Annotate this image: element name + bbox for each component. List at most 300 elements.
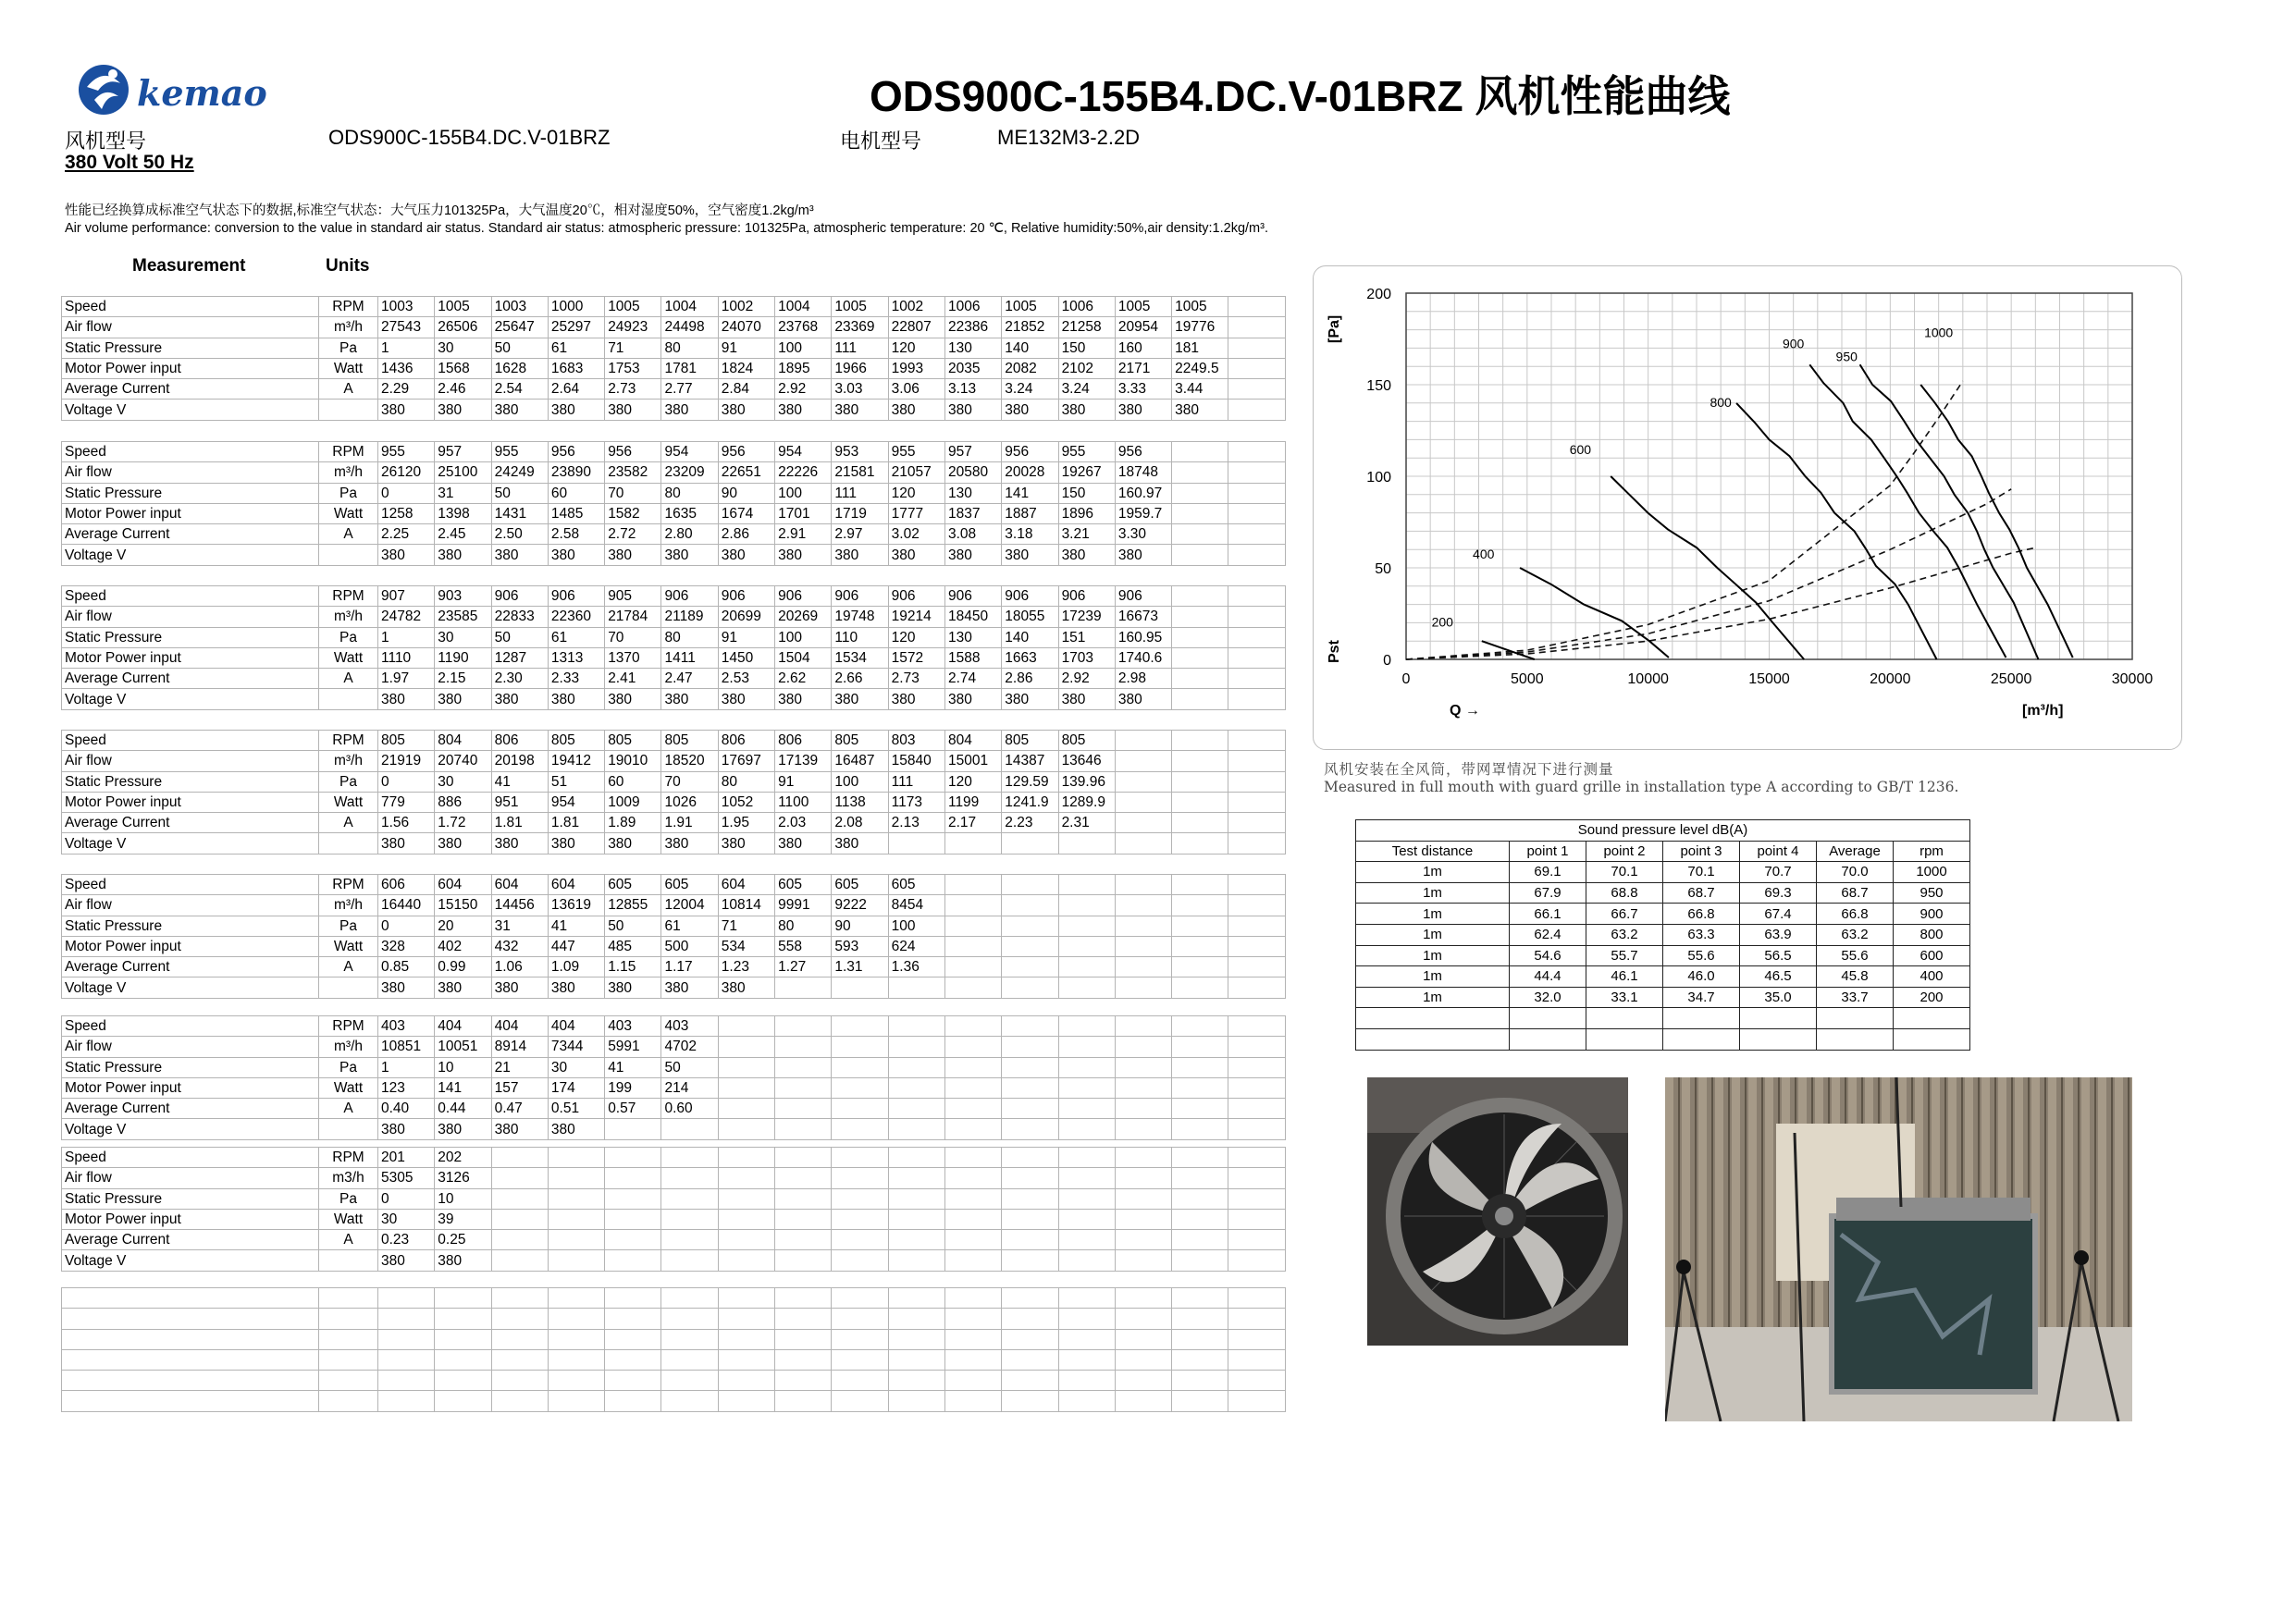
table-row <box>62 297 1286 317</box>
value-cell: 3126 <box>435 1168 491 1188</box>
empty-cell <box>435 1309 491 1329</box>
table-row <box>62 524 1286 545</box>
empty-cell <box>548 1371 604 1391</box>
row-label: Speed <box>62 731 319 751</box>
empty-cell <box>1115 1288 1171 1309</box>
value-cell <box>1058 1230 1115 1250</box>
row-label: Voltage V <box>62 977 319 998</box>
value-cell: 805 <box>605 731 661 751</box>
sound-value-cell: 46.0 <box>1663 966 1740 988</box>
value-cell: 20269 <box>775 607 832 627</box>
value-cell <box>1172 442 1228 462</box>
table-row <box>1356 1008 1970 1029</box>
unit-cell: Pa <box>319 627 378 647</box>
value-cell <box>1228 669 1285 689</box>
value-cell: 1110 <box>378 647 435 668</box>
value-cell <box>1115 1077 1171 1098</box>
value-cell: 39 <box>435 1209 491 1229</box>
value-cell <box>661 1119 718 1139</box>
unit-cell <box>319 1119 378 1139</box>
value-cell: 30 <box>435 627 491 647</box>
empty-cell <box>944 1309 1001 1329</box>
value-cell: 19267 <box>1058 462 1115 483</box>
empty-cell <box>888 1309 944 1329</box>
value-cell: 1289.9 <box>1058 792 1115 812</box>
value-cell: 380 <box>661 545 718 565</box>
table-row <box>62 731 1286 751</box>
value-cell: 22833 <box>491 607 548 627</box>
value-cell <box>888 1099 944 1119</box>
value-cell: 380 <box>718 400 774 420</box>
value-cell <box>1058 936 1115 956</box>
value-cell: 806 <box>491 731 548 751</box>
empty-cell <box>832 1288 888 1309</box>
value-cell: 61 <box>548 627 604 647</box>
table-row <box>1356 945 1970 966</box>
value-cell <box>888 1119 944 1139</box>
value-cell <box>1002 977 1058 998</box>
empty-cell <box>548 1309 604 1329</box>
empty-cell <box>832 1309 888 1329</box>
value-cell: 14456 <box>491 895 548 916</box>
unit-cell: A <box>319 524 378 545</box>
value-cell <box>491 1209 548 1229</box>
sound-value-cell: 46.5 <box>1740 966 1817 988</box>
sound-value-cell: 56.5 <box>1740 945 1817 966</box>
value-cell: 22360 <box>548 607 604 627</box>
value-cell <box>775 1230 832 1250</box>
sound-value-cell: 67.9 <box>1510 882 1586 904</box>
value-cell: 907 <box>378 586 435 607</box>
value-cell: 1436 <box>378 358 435 378</box>
value-cell: 10814 <box>718 895 774 916</box>
value-cell: 1683 <box>548 358 604 378</box>
row-label: Speed <box>62 442 319 462</box>
value-cell: 120 <box>888 338 944 358</box>
value-cell: 1635 <box>661 503 718 523</box>
value-cell <box>1228 1037 1285 1057</box>
value-cell: 80 <box>661 627 718 647</box>
empty-cell <box>775 1329 832 1349</box>
value-cell <box>1002 1099 1058 1119</box>
unit-cell: Watt <box>319 1209 378 1229</box>
performance-table-6 <box>61 1015 1286 1140</box>
value-cell <box>1172 1209 1228 1229</box>
value-cell <box>775 1250 832 1271</box>
value-cell: 604 <box>718 875 774 895</box>
value-cell: 380 <box>718 545 774 565</box>
value-cell: 130 <box>944 627 1001 647</box>
empty-cell <box>491 1329 548 1349</box>
unit-cell: A <box>319 1099 378 1119</box>
value-cell: 380 <box>435 400 491 420</box>
value-cell: 1966 <box>832 358 888 378</box>
unit-cell: Watt <box>319 358 378 378</box>
x-tick-label: 15000 <box>1748 671 1790 687</box>
value-cell <box>1228 916 1285 936</box>
value-cell: 2.30 <box>491 669 548 689</box>
value-cell <box>1002 1209 1058 1229</box>
value-cell: 954 <box>661 442 718 462</box>
value-cell <box>1172 1250 1228 1271</box>
value-cell: 3.33 <box>1115 379 1171 400</box>
x-tick-label: 20000 <box>1870 671 1911 687</box>
value-cell: 181 <box>1172 338 1228 358</box>
value-cell <box>718 1057 774 1077</box>
value-cell: 955 <box>1058 442 1115 462</box>
unit-cell: A <box>319 379 378 400</box>
value-cell: 380 <box>605 977 661 998</box>
row-label: Air flow <box>62 317 319 338</box>
table-row <box>62 1250 1286 1271</box>
row-label: Voltage V <box>62 1250 319 1271</box>
value-cell: 380 <box>1058 689 1115 709</box>
value-cell <box>1228 338 1285 358</box>
value-cell: 380 <box>491 689 548 709</box>
empty-cell <box>1115 1371 1171 1391</box>
empty-cell <box>944 1391 1001 1411</box>
value-cell: 24923 <box>605 317 661 338</box>
value-cell: 906 <box>661 586 718 607</box>
value-cell: 31 <box>491 916 548 936</box>
value-cell: 123 <box>378 1077 435 1098</box>
value-cell: 1504 <box>775 647 832 668</box>
value-cell: 1.15 <box>605 957 661 977</box>
value-cell <box>718 1077 774 1098</box>
value-cell: 1004 <box>775 297 832 317</box>
value-cell <box>1115 771 1171 792</box>
value-cell: 1588 <box>944 647 1001 668</box>
value-cell: 380 <box>1002 545 1058 565</box>
performance-table-1 <box>61 296 1286 421</box>
value-cell: 160.95 <box>1115 627 1171 647</box>
value-cell <box>1058 1148 1115 1168</box>
empty-cell <box>888 1288 944 1309</box>
value-cell: 61 <box>548 338 604 358</box>
value-cell: 22651 <box>718 462 774 483</box>
value-cell: 380 <box>378 1119 435 1139</box>
empty-cell <box>605 1288 661 1309</box>
value-cell <box>944 1188 1001 1209</box>
value-cell <box>1058 1119 1115 1139</box>
table-row <box>62 1209 1286 1229</box>
value-cell: 120 <box>888 483 944 503</box>
units-header: Units <box>326 256 370 276</box>
value-cell <box>548 1209 604 1229</box>
value-cell: 2.86 <box>718 524 774 545</box>
row-label: Static Pressure <box>62 483 319 503</box>
table-row <box>62 545 1286 565</box>
value-cell: 1052 <box>718 792 774 812</box>
sound-value-cell: 600 <box>1894 945 1970 966</box>
sound-value-cell: 66.8 <box>1663 904 1740 925</box>
row-label: Motor Power input <box>62 647 319 668</box>
unit-cell: RPM <box>319 1148 378 1168</box>
value-cell: 1.91 <box>661 813 718 833</box>
value-cell: 1003 <box>378 297 435 317</box>
value-cell: 14387 <box>1002 751 1058 771</box>
value-cell <box>888 1250 944 1271</box>
value-cell: 380 <box>1115 400 1171 420</box>
value-cell <box>1002 1168 1058 1188</box>
value-cell <box>1172 1230 1228 1250</box>
value-cell: 0.44 <box>435 1099 491 1119</box>
sound-value-cell: 68.7 <box>1817 882 1894 904</box>
value-cell <box>1058 1250 1115 1271</box>
empty-cell <box>62 1329 319 1349</box>
value-cell: 1.23 <box>718 957 774 977</box>
value-cell: 380 <box>435 833 491 854</box>
empty-cell <box>944 1329 1001 1349</box>
value-cell: 953 <box>832 442 888 462</box>
value-cell: 0 <box>378 1188 435 1209</box>
value-cell <box>775 1037 832 1057</box>
value-cell: 120 <box>944 771 1001 792</box>
value-cell: 3.30 <box>1115 524 1171 545</box>
value-cell <box>944 1209 1001 1229</box>
value-cell <box>491 1188 548 1209</box>
row-label: Average Current <box>62 957 319 977</box>
value-cell: 0.85 <box>378 957 435 977</box>
unit-cell <box>319 400 378 420</box>
value-cell: 22386 <box>944 317 1001 338</box>
value-cell: 2.66 <box>832 669 888 689</box>
value-cell: 91 <box>775 771 832 792</box>
unit-cell: Watt <box>319 503 378 523</box>
empty-cell <box>1228 1371 1285 1391</box>
x-tick-label: 0 <box>1401 671 1411 687</box>
value-cell: 199 <box>605 1077 661 1098</box>
value-cell: 380 <box>944 545 1001 565</box>
value-cell <box>1172 647 1228 668</box>
value-cell: 906 <box>888 586 944 607</box>
value-cell: 380 <box>888 400 944 420</box>
value-cell: 23369 <box>832 317 888 338</box>
value-cell: 605 <box>605 875 661 895</box>
standard-air-note-en: Air volume performance: conversion to the value in standard air status. Standard air status: atmospheric pressure: 101325Pa, atmospheric temperature: 20 ℃, Relative humidity:50%,air density:1.2kg/m³. <box>65 221 1268 236</box>
value-cell <box>491 1148 548 1168</box>
value-cell <box>1115 1188 1171 1209</box>
value-cell: 70 <box>605 627 661 647</box>
value-cell <box>775 1099 832 1119</box>
value-cell: 150 <box>1058 338 1115 358</box>
unit-cell: RPM <box>319 1016 378 1037</box>
value-cell: 0 <box>378 916 435 936</box>
value-cell: 60 <box>548 483 604 503</box>
empty-cell <box>1058 1309 1115 1329</box>
value-cell: 3.03 <box>832 379 888 400</box>
value-cell: 140 <box>1002 338 1058 358</box>
value-cell: 160.97 <box>1115 483 1171 503</box>
value-cell: 21919 <box>378 751 435 771</box>
value-cell: 1313 <box>548 647 604 668</box>
performance-table-3 <box>61 585 1286 710</box>
empty-cell <box>319 1391 378 1411</box>
value-cell <box>491 1250 548 1271</box>
value-cell: 380 <box>378 400 435 420</box>
value-cell: 129.59 <box>1002 771 1058 792</box>
value-cell: 80 <box>718 771 774 792</box>
value-cell <box>718 1119 774 1139</box>
empty-cell <box>319 1371 378 1391</box>
value-cell: 957 <box>944 442 1001 462</box>
table-row <box>62 1016 1286 1037</box>
value-cell: 8454 <box>888 895 944 916</box>
table-row <box>62 895 1286 916</box>
value-cell: 50 <box>605 916 661 936</box>
value-cell <box>548 1250 604 1271</box>
sound-value-cell: 70.7 <box>1740 862 1817 883</box>
value-cell <box>888 1148 944 1168</box>
value-cell <box>1115 731 1171 751</box>
unit-cell: Pa <box>319 916 378 936</box>
table-row <box>62 1099 1286 1119</box>
value-cell: 805 <box>661 731 718 751</box>
empty-cell <box>491 1391 548 1411</box>
empty-cell <box>319 1288 378 1309</box>
row-label: Air flow <box>62 895 319 916</box>
unit-cell: RPM <box>319 875 378 895</box>
value-cell: 2.13 <box>888 813 944 833</box>
value-cell: 2.03 <box>775 813 832 833</box>
sound-value-cell: 70.1 <box>1663 862 1740 883</box>
value-cell <box>605 1119 661 1139</box>
value-cell <box>1172 833 1228 854</box>
value-cell: 1005 <box>832 297 888 317</box>
value-cell <box>1228 1209 1285 1229</box>
unit-cell: m³/h <box>319 462 378 483</box>
value-cell: 380 <box>1002 689 1058 709</box>
value-cell: 2.53 <box>718 669 774 689</box>
value-cell <box>1002 1188 1058 1209</box>
sound-header-cell: point 4 <box>1740 841 1817 862</box>
empty-cell <box>1740 1028 1817 1050</box>
value-cell: 18520 <box>661 751 718 771</box>
y-tick-label: 100 <box>1366 470 1391 486</box>
value-cell: 805 <box>378 731 435 751</box>
performance-table-2 <box>61 441 1286 566</box>
table-row <box>1356 987 1970 1008</box>
value-cell <box>1002 1250 1058 1271</box>
value-cell: 2.45 <box>435 524 491 545</box>
value-cell <box>1228 1119 1285 1139</box>
value-cell: 18450 <box>944 607 1001 627</box>
value-cell <box>1115 813 1171 833</box>
value-cell: 9991 <box>775 895 832 916</box>
value-cell: 2.86 <box>1002 669 1058 689</box>
table-row <box>62 1168 1286 1188</box>
empty-cell <box>378 1288 435 1309</box>
value-cell: 41 <box>605 1057 661 1077</box>
x-tick-label: 10000 <box>1627 671 1669 687</box>
value-cell <box>944 1057 1001 1077</box>
value-cell: 380 <box>605 400 661 420</box>
value-cell: 20 <box>435 916 491 936</box>
value-cell: 402 <box>435 936 491 956</box>
value-cell <box>1115 1209 1171 1229</box>
value-cell <box>605 1188 661 1209</box>
sound-value-cell: 68.8 <box>1586 882 1663 904</box>
empty-cell <box>944 1288 1001 1309</box>
value-cell: 380 <box>775 833 832 854</box>
value-cell <box>944 1037 1001 1057</box>
value-cell: 1003 <box>491 297 548 317</box>
value-cell: 71 <box>605 338 661 358</box>
value-cell: 1450 <box>718 647 774 668</box>
value-cell <box>1172 483 1228 503</box>
value-cell: 804 <box>944 731 1001 751</box>
table-row <box>62 647 1286 668</box>
unit-cell: RPM <box>319 297 378 317</box>
value-cell <box>1228 545 1285 565</box>
row-label: Air flow <box>62 751 319 771</box>
value-cell <box>832 1016 888 1037</box>
value-cell <box>1058 895 1115 916</box>
value-cell: 100 <box>775 483 832 503</box>
value-cell <box>1172 1148 1228 1168</box>
value-cell <box>1228 875 1285 895</box>
curve-label: 200 <box>1431 614 1453 630</box>
empty-cell <box>435 1371 491 1391</box>
value-cell: 120 <box>888 627 944 647</box>
value-cell: 1582 <box>605 503 661 523</box>
value-cell: 1.09 <box>548 957 604 977</box>
value-cell: 5305 <box>378 1168 435 1188</box>
value-cell: 90 <box>832 916 888 936</box>
value-cell: 141 <box>435 1077 491 1098</box>
row-label: Motor Power input <box>62 792 319 812</box>
value-cell: 1719 <box>832 503 888 523</box>
value-cell <box>1228 957 1285 977</box>
value-cell <box>1172 792 1228 812</box>
value-cell: 3.18 <box>1002 524 1058 545</box>
value-cell: 0.99 <box>435 957 491 977</box>
value-cell <box>1172 936 1228 956</box>
value-cell: 956 <box>1002 442 1058 462</box>
empty-cell <box>718 1371 774 1391</box>
value-cell: 1824 <box>718 358 774 378</box>
empty-cell <box>1586 1028 1663 1050</box>
sound-value-cell: 1m <box>1356 904 1510 925</box>
empty-cell <box>605 1349 661 1370</box>
sound-value-cell: 45.8 <box>1817 966 1894 988</box>
value-cell: 1005 <box>1115 297 1171 317</box>
sound-value-cell: 70.0 <box>1817 862 1894 883</box>
value-cell <box>1115 1099 1171 1119</box>
value-cell: 2.62 <box>775 669 832 689</box>
value-cell <box>1172 669 1228 689</box>
value-cell: 2.72 <box>605 524 661 545</box>
unit-cell: m³/h <box>319 1037 378 1057</box>
value-cell: 20198 <box>491 751 548 771</box>
value-cell <box>1228 483 1285 503</box>
value-cell: 1411 <box>661 647 718 668</box>
kemao-logo <box>74 59 278 124</box>
value-cell: 605 <box>888 875 944 895</box>
sound-header-cell: point 3 <box>1663 841 1740 862</box>
value-cell <box>1228 400 1285 420</box>
fan-curve-1000 <box>1920 385 2072 658</box>
value-cell <box>775 1016 832 1037</box>
value-cell <box>775 1077 832 1098</box>
value-cell <box>888 1230 944 1250</box>
row-label: Voltage V <box>62 400 319 420</box>
value-cell: 18748 <box>1115 462 1171 483</box>
value-cell <box>944 1230 1001 1250</box>
table-row <box>62 400 1286 420</box>
value-cell: 2.46 <box>435 379 491 400</box>
value-cell: 1895 <box>775 358 832 378</box>
